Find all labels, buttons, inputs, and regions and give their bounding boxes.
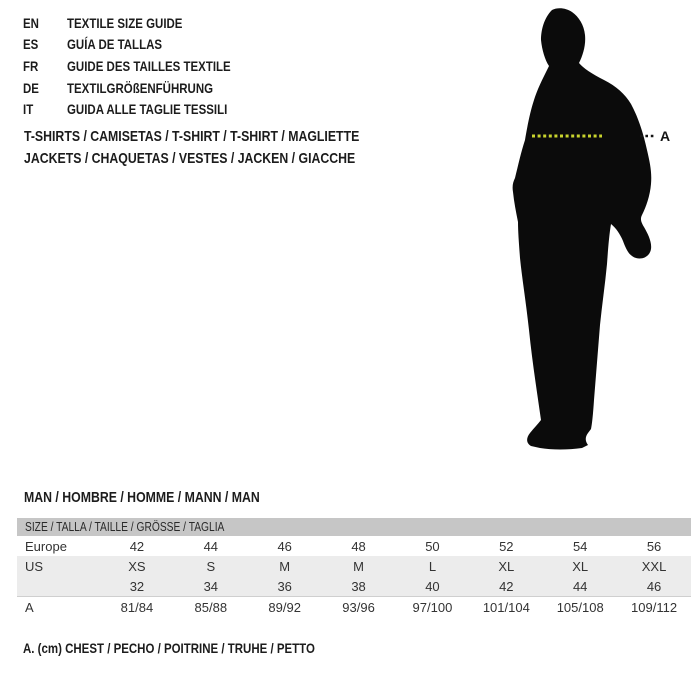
size-table-body (17, 536, 691, 617)
size-cell: XS (128, 558, 146, 574)
language-row (23, 77, 267, 99)
size-cell: 101/104 (482, 599, 530, 615)
size-table-header: SIZE / TALLA / TAILLE / GRÖSSE / TAGLIA (17, 518, 691, 536)
size-cell: 32 (129, 578, 145, 594)
size-cell: 52 (499, 538, 514, 554)
measurement-label-a: A (660, 128, 670, 144)
size-cell: M (279, 558, 291, 574)
size-cell: XL (498, 558, 515, 574)
row-label: US (25, 558, 44, 574)
size-cell: 93/96 (342, 599, 375, 615)
table-row (17, 536, 691, 556)
size-cell: 109/112 (631, 599, 678, 615)
language-list (23, 12, 267, 120)
table-row (17, 556, 691, 576)
size-cell: L (428, 558, 437, 574)
size-cell: 36 (277, 578, 292, 594)
language-code: DE (23, 79, 39, 96)
size-cell: 42 (499, 578, 514, 594)
language-label: TEXTILGRÖßENFÜHRUNG (67, 79, 214, 96)
language-code: FR (23, 57, 39, 74)
language-label: TEXTILE SIZE GUIDE (67, 14, 183, 31)
size-cell: 46 (646, 578, 662, 594)
row-label: A (25, 599, 34, 615)
table-row (17, 576, 691, 597)
size-cell: 40 (425, 578, 440, 594)
size-cell: 48 (351, 538, 366, 554)
language-code: IT (23, 101, 34, 118)
size-cell: M (353, 558, 364, 574)
size-cell: S (206, 558, 216, 574)
language-row (23, 34, 267, 56)
size-cell: 44 (203, 538, 219, 554)
size-cell: 44 (572, 578, 588, 594)
row-label: Europe (25, 538, 67, 554)
language-code: ES (23, 36, 39, 53)
language-code: EN (23, 14, 39, 31)
section-title-man: MAN / HOMBRE / HOMME / MANN / MAN (24, 489, 260, 506)
size-cell: 54 (572, 538, 588, 554)
size-cell: 42 (129, 538, 145, 554)
product-line-tshirts: T-SHIRTS / CAMISETAS / T-SHIRT / T-SHIRT / MAGLIETTE (24, 128, 360, 146)
size-cell: 81/84 (120, 599, 154, 615)
language-label: GUIDE DES TAILLES TEXTILE (67, 57, 231, 74)
product-types (24, 126, 433, 169)
size-cell: 97/100 (412, 599, 453, 615)
language-row (23, 55, 267, 77)
size-cell: 34 (203, 578, 219, 594)
man-silhouette (460, 4, 670, 456)
size-cell: XXL (641, 558, 667, 574)
footnote-chest: A. (cm) CHEST / PECHO / POITRINE / TRUHE / PETTO (23, 640, 315, 656)
language-label: GUIDA ALLE TAGLIE TESSILI (67, 101, 228, 118)
size-cell: 50 (425, 538, 440, 554)
size-cell: XL (572, 558, 589, 574)
size-cell: 89/92 (268, 599, 301, 615)
size-cell: 46 (277, 538, 292, 554)
language-row (23, 98, 267, 120)
product-line-jackets: JACKETS / CHAQUETAS / VESTES / JACKEN / GIACCHE (24, 149, 356, 167)
size-cell: 105/108 (556, 599, 604, 615)
size-table (17, 518, 691, 617)
size-cell: 85/88 (194, 599, 228, 615)
size-cell: 56 (646, 538, 662, 554)
language-label: GUÍA DE TALLAS (67, 36, 163, 53)
table-row (17, 597, 691, 617)
silhouette-shape (513, 8, 652, 449)
size-cell: 38 (351, 578, 366, 594)
language-row (23, 12, 267, 34)
